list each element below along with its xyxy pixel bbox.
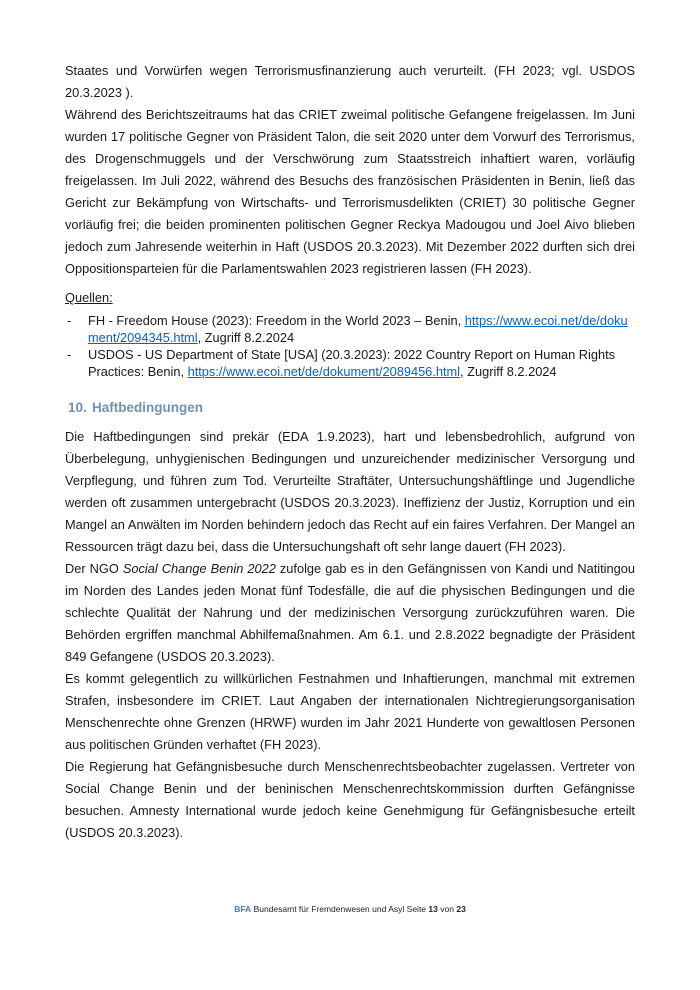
- source-access-date: , Zugriff 8.2.2024: [460, 364, 557, 379]
- footer-org-name: Bundesamt für Fremdenwesen und Asyl: [253, 904, 405, 914]
- paragraph-festnahmen: Es kommt gelegentlich zu willkürlichen Festnahmen und Inhaftierungen, manchmal mit extremen Strafen, insbesondere im CRIET. Laut Angaben der internationalen Nichtregierungsorganisation Menschenrechte ohne Grenzen (HRWF) wurden im Jahr 2021 Hunderte von gewaltlosen Personen aus politischen Gründen verhaftet (FH 2023).: [65, 671, 635, 752]
- source-citation-text: USDOS - US Department of State [USA] (20.3.2023): 2022 Country Report on Human Rights Practices: Benin,: [88, 347, 616, 379]
- footer-von-word: von: [440, 904, 454, 914]
- footer-total-pages: 23: [456, 904, 466, 914]
- source-link-usdos[interactable]: https://www.ecoi.net/de/dokument/2089456.html: [187, 364, 461, 379]
- paragraph-haftbedingungen: Die Haftbedingungen sind prekär (EDA 1.9.2023), hart und lebensbedrohlich, aufgrund von Überbelegung, unhygienischen Bedingungen und unzureichender medizinischer Versorgung und Verpflegung, und führen zum Tod. Verurteilte Straftäter, Untersuchungshäftlinge und Jugendliche werden oft zusammen untergebracht (USDOS 20.3.2023). Ineffizienz der Justiz, Korruption und ein Mangel an Anwälten im Norden behindern jedoch das Recht auf ein faires Verfahren. Der Mangel an Ressourcen trägt dazu bei, dass die Untersuchungshaft oft sehr lange dauert (FH 2023).: [65, 429, 635, 554]
- source-item-usdos: [65, 346, 635, 380]
- paragraph-verurteilung: Staates und Vorwürfen wegen Terrorismusfinanzierung auch verurteilt. (FH 2023; vgl. USDOS 20.3.2023 ).: [65, 63, 635, 100]
- source-bullet: -: [67, 347, 72, 362]
- ngo-name-italic: Social Change Benin 2022: [122, 561, 276, 576]
- source-item-fh: [65, 312, 635, 346]
- source-bullet: -: [67, 313, 72, 328]
- footer-page-number: 13: [428, 904, 438, 914]
- section-heading-haftbedingungen: [65, 398, 635, 418]
- paragraph-gefaengnisbesuche: Die Regierung hat Gefängnisbesuche durch Menschenrechtsbeobachter zugelassen. Vertreter von Social Change Benin und der beninischen Menschenrechtskommission durften Gefängnisse besuchen. Amnesty International wurde jedoch keine Genehmigung für Gefängnisbesuche erteilt (USDOS 20.3.2023).: [65, 759, 635, 840]
- section-number: 10.: [68, 400, 87, 415]
- footer-page-word: Seite: [406, 904, 427, 914]
- source-citation-text: FH - Freedom House (2023): Freedom in the World 2023 – Benin,: [88, 313, 465, 328]
- source-access-date: , Zugriff 8.2.2024: [197, 330, 295, 345]
- ngo-paragraph-post: zufolge gab es in den Gefängnissen von Kandi und Natitingou im Norden des Landes jeden Monat fünf Todesfälle, die auf die physischen Bedingungen und die schlechte Qualität der Nahrung und der medizinischen Versorgung zurückzuführen waren. Die Behörden ergriffen manchmal Abhilfemaßnahmen. Am 6.1. und 2.8.2022 begnadigte der Präsident 849 Gefangene (USDOS 20.3.2023).: [65, 561, 635, 664]
- source-link-fh[interactable]: https://www.ecoi.net/de/dokument/2094345.html: [88, 313, 628, 345]
- paragraph-ngo-bericht: [65, 558, 635, 668]
- footer-org-abbr: BFA: [234, 904, 252, 914]
- paragraph-criet-freilassungen: Während des Berichtszeitraums hat das CRIET zweimal politische Gefangene freigelassen. Im Juni wurden 17 politische Gegner von Präsident Talon, die seit 2020 unter dem Vorwurf des Terrorismus, des Drogenschmuggels und der Verschwörung zum Staatsstreich inhaftiert waren, vorläufig freigelassen. Im Juli 2022, während des Besuchs des französischen Präsidenten in Benin, ließ das Gericht zur Bekämpfung von Wirtschafts- und Terrorismusdelikten (CRIET) 30 politische Gegner vorläufig frei; die beiden prominenten politischen Gegner Reckya Madougou und Joel Aivo blieben jedoch zum Jahresende weiterhin in Haft (USDOS 20.3.2023). Mit Dezember 2022 durften sich drei Oppositionsparteien für die Parlamentswahlen 2023 registrieren lassen (FH 2023).: [65, 107, 635, 276]
- page-footer: [0, 903, 700, 915]
- sources-list: [65, 312, 635, 380]
- ngo-paragraph-pre: Der NGO: [65, 561, 123, 576]
- section-title: Haftbedingungen: [92, 400, 203, 415]
- sources-label: Quellen:: [65, 290, 113, 305]
